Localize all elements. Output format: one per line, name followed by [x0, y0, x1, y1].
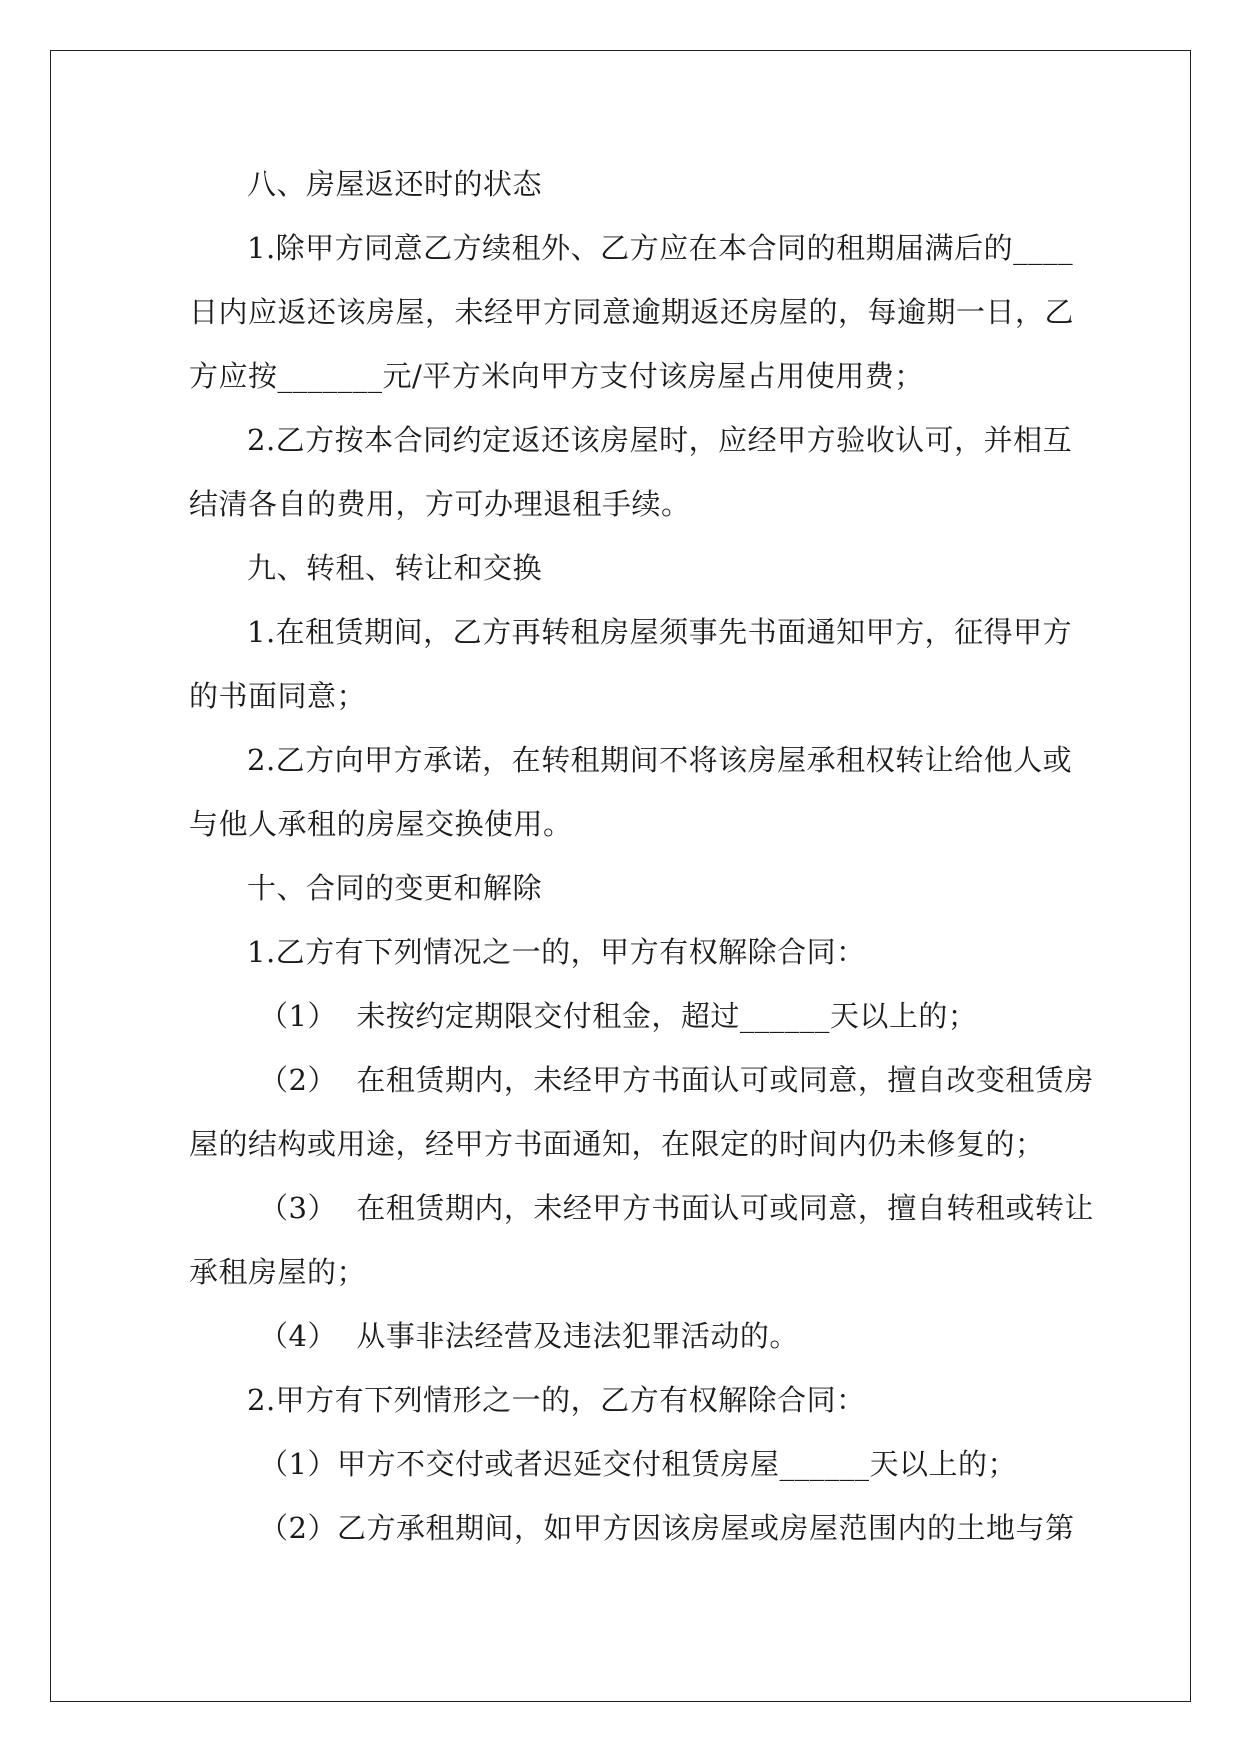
- paragraph-line: 方应按_______元/平方米向甲方支付该房屋占用使用费；: [189, 359, 924, 393]
- paragraph-line: 1.乙方有下列情况之一的，甲方有权解除合同：: [247, 935, 866, 969]
- list-item: （2） 在租赁期内，未经甲方书面认可或同意，擅自改变租赁房: [259, 1063, 1094, 1097]
- section-heading-8: 八、房屋返还时的状态: [247, 167, 543, 201]
- document-body: [189, 152, 1094, 1560]
- paragraph-line: 日内应返还该房屋，未经甲方同意逾期返还房屋的，每逾期一日，乙: [189, 295, 1075, 329]
- paragraph-line: 承租房屋的；: [189, 1255, 367, 1289]
- list-item: （1）甲方不交付或者迟延交付租赁房屋______天以上的；: [259, 1447, 1017, 1481]
- paragraph-line: 1.除甲方同意乙方续租外、乙方应在本合同的租期届满后的____: [247, 231, 1074, 265]
- paragraph-line: 2.乙方向甲方承诺，在转租期间不将该房屋承租权转让给他人或: [247, 743, 1073, 777]
- paragraph-line: 的书面同意；: [189, 679, 367, 713]
- list-item: （1） 未按约定期限交付租金，超过______天以上的；: [259, 999, 978, 1033]
- paragraph-line: 屋的结构或用途，经甲方书面通知，在限定的时间内仍未修复的；: [189, 1127, 1045, 1161]
- paragraph-line: 结清各自的费用，方可办理退租手续。: [189, 487, 691, 521]
- paragraph-line: 与他人承租的房屋交换使用。: [189, 807, 573, 841]
- paragraph-line: 1.在租赁期间，乙方再转租房屋须事先书面通知甲方，征得甲方: [247, 615, 1073, 649]
- section-heading-9: 九、转租、转让和交换: [247, 551, 543, 585]
- list-item: （3） 在租赁期内，未经甲方书面认可或同意，擅自转租或转让: [259, 1191, 1094, 1225]
- paragraph-line: 2.乙方按本合同约定返还该房屋时，应经甲方验收认可，并相互: [247, 423, 1073, 457]
- section-heading-10: 十、合同的变更和解除: [247, 871, 543, 905]
- list-item: （2）乙方承租期间，如甲方因该房屋或房屋范围内的土地与第: [259, 1511, 1075, 1545]
- paragraph-line: 2.甲方有下列情形之一的，乙方有权解除合同：: [247, 1383, 866, 1417]
- list-item: （4） 从事非法经营及违法犯罪活动的。: [259, 1319, 799, 1353]
